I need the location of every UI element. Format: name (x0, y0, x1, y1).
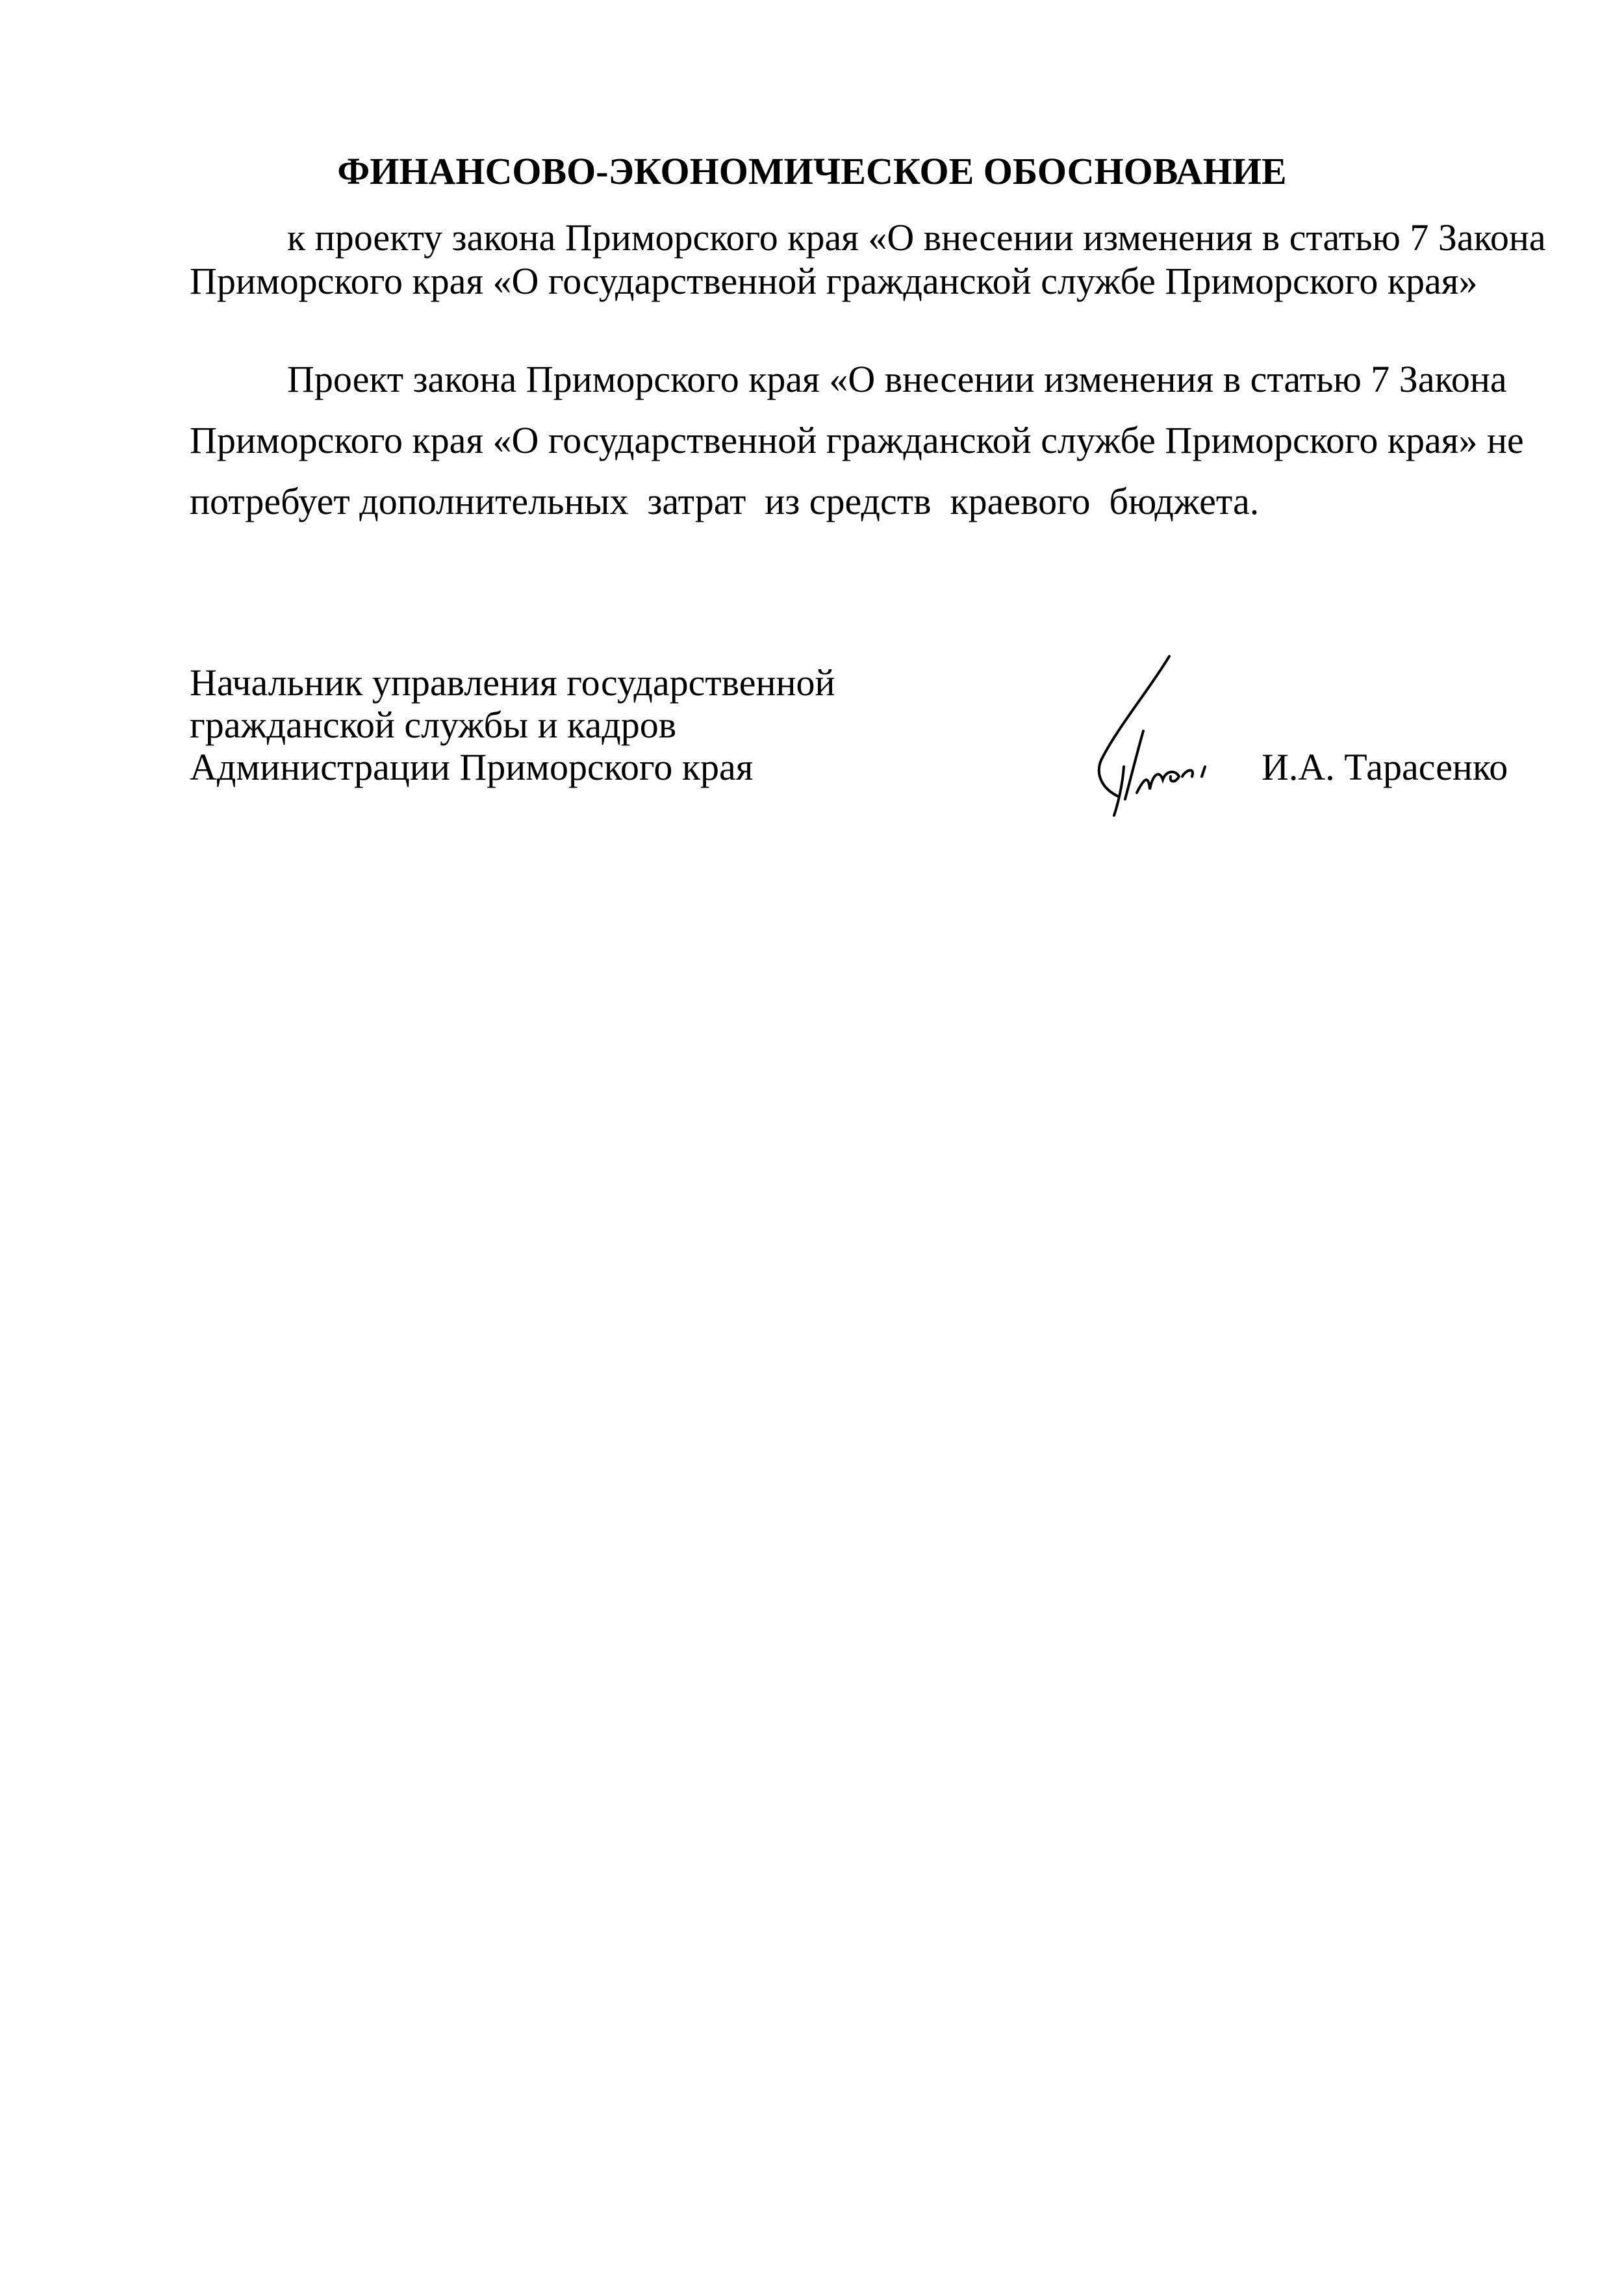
body-line-3: потребует дополнительных затрат из средств краевого бюджета. (190, 480, 1260, 522)
subtitle-line-1: к проекту закона Приморского края «О внесении изменения в статью 7 Закона (287, 216, 1546, 259)
document-title: ФИНАНСОВО-ЭКОНОМИЧЕСКОЕ ОБОСНОВАНИЕ (337, 150, 1287, 192)
body-line-1: Проект закона Приморского края «О внесении изменения в статью 7 Закона (287, 358, 1507, 400)
handwritten-signature (1072, 650, 1241, 819)
signer-position-line-2: гражданской службы и кадров (190, 704, 677, 746)
signer-position-line-1: Начальник управления государственной (190, 661, 835, 704)
body-line-2: Приморского края «О государственной гражданской службе Приморского края» не (190, 419, 1524, 461)
signer-name: И.А. Тарасенко (1262, 746, 1508, 788)
signer-position-line-3: Администрации Приморского края (190, 746, 754, 788)
subtitle-line-2: Приморского края «О государственной гражданской службе Приморского края» (190, 260, 1478, 302)
